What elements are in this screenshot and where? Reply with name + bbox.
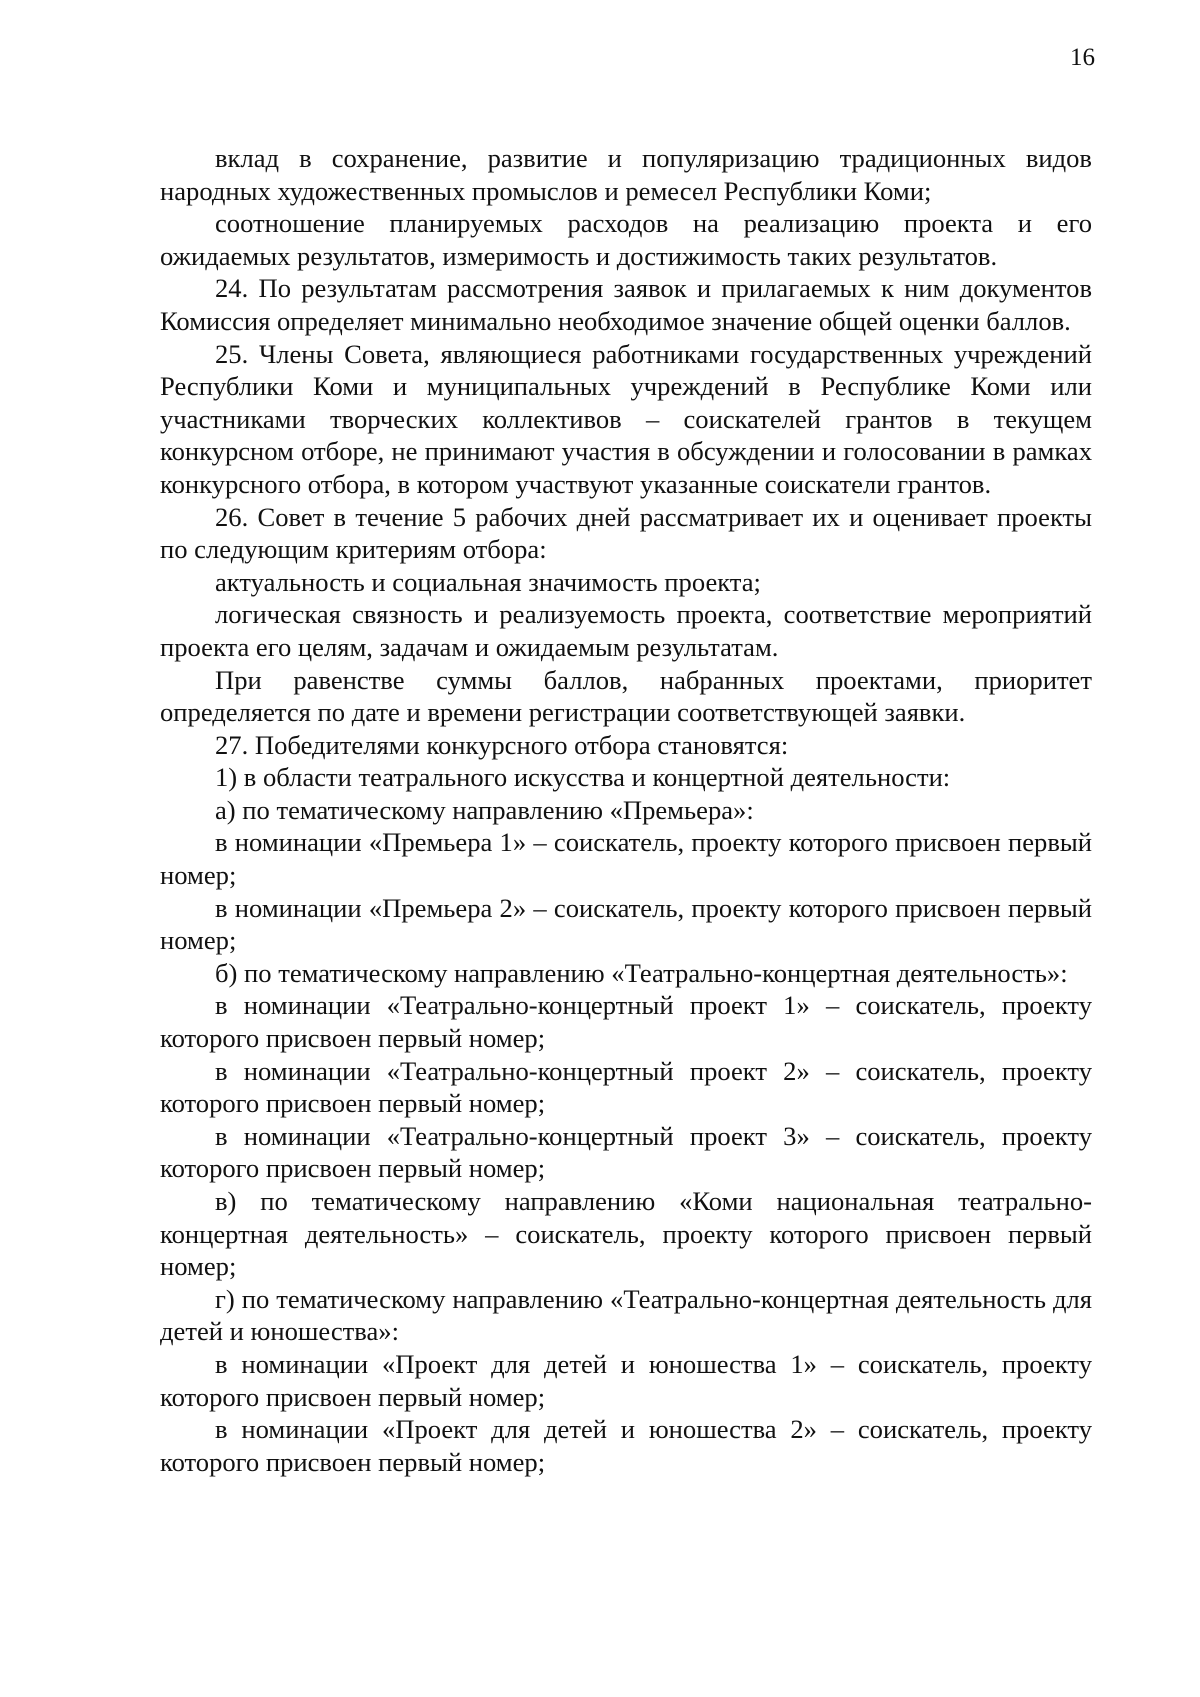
paragraph: б) по тематическому направлению «Театрально-концертная деятельность»: (215, 957, 1068, 988)
paragraph: актуальность и социальная значимость проекта; (215, 566, 761, 597)
paragraph: При равенстве суммы баллов, набранных проектами, приоритет определяется по дате и времени регистрации соответствующей заявки. (160, 664, 1092, 728)
paragraph: а) по тематическому направлению «Премьера»: (215, 794, 754, 825)
paragraph: в номинации «Театрально-концертный проект 3» – соискатель, проекту которого присвоен первый номер; (160, 1120, 1092, 1184)
paragraph: соотношение планируемых расходов на реализацию проекта и его ожидаемых результатов, измеримость и достижимость таких результатов. (160, 208, 1092, 271)
paragraph: логическая связность и реализуемость проекта, соответствие мероприятий проекта его целям, задачам и ожидаемым результатам. (160, 599, 1092, 662)
paragraph: в номинации «Премьера 2» – соискатель, проекту которого присвоен первый номер; (160, 892, 1092, 956)
paragraph: 26. Совет в течение 5 рабочих дней рассматривает их и оценивает проекты по следующим критериям отбора: (160, 501, 1092, 565)
page-number: 16 (1070, 44, 1095, 71)
paragraph: 24. По результатам рассмотрения заявок и прилагаемых к ним документов Комиссия определяет минимально необходимое значение общей оценки баллов. (160, 273, 1092, 336)
paragraph: в номинации «Театрально-концертный проект 1» – соискатель, проекту которого присвоен первый номер; (160, 990, 1092, 1054)
paragraph: в номинации «Театрально-концертный проект 2» – соискатель, проекту которого присвоен первый номер; (160, 1055, 1092, 1119)
document-body (160, 142, 1092, 1478)
paragraph: в номинации «Премьера 1» – соискатель, проекту которого присвоен первый номер; (160, 827, 1092, 891)
paragraph: в номинации «Проект для детей и юношества 2» – соискатель, проекту которого присвоен первый номер; (160, 1414, 1092, 1477)
paragraph: в) по тематическому направлению «Коми национальная театрально-концертная деятельность» – соискатель, проекту которого присвоен первый номер; (160, 1186, 1092, 1282)
paragraph: 1) в области театрального искусства и концертной деятельности: (215, 762, 951, 793)
paragraph: 27. Победителями конкурсного отбора становятся: (215, 729, 789, 760)
paragraph: вклад в сохранение, развитие и популяризацию традиционных видов народных художественных промыслов и ремесел Республики Коми; (160, 143, 1092, 206)
paragraph: в номинации «Проект для детей и юношества 1» – соискатель, проекту которого присвоен первый номер; (160, 1348, 1092, 1412)
paragraph: 25. Члены Совета, являющиеся работниками государственных учреждений Республики Коми и муниципальных учреждений в Республике Коми или участниками творческих коллективов – соискателей грантов в текущем конкурсном отборе, не принимают участия в обсуждении и голосовании в рамках конкурсного отбора, в котором участвуют указанные соискатели грантов. (160, 338, 1092, 499)
paragraph: г) по тематическому направлению «Театрально-концертная деятельность для детей и юношества»: (160, 1283, 1092, 1347)
